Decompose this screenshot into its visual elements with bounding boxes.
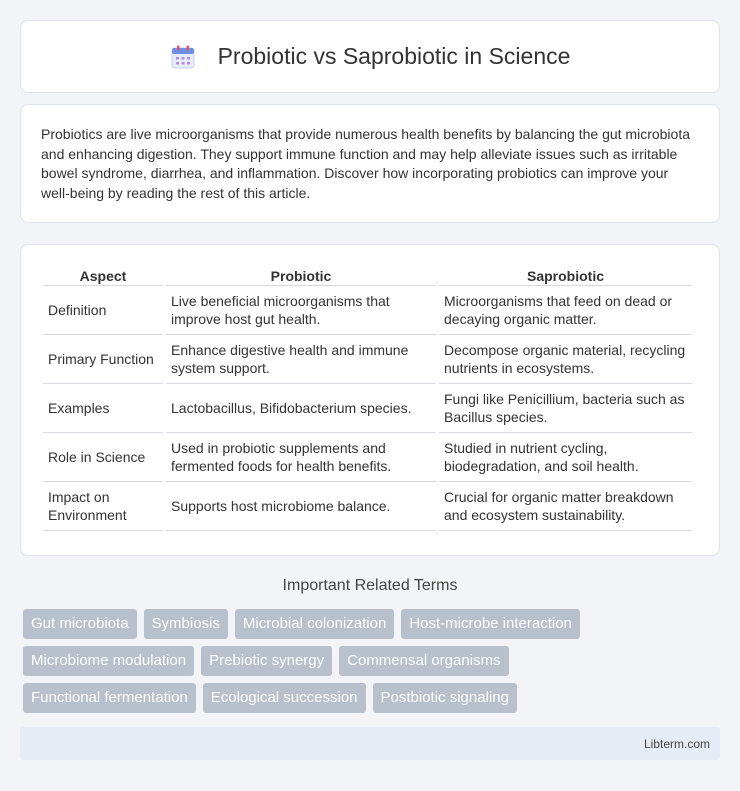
tag-postbiotic-signaling[interactable]: Postbiotic signaling [373, 683, 517, 713]
page-title: Probiotic vs Saprobiotic in Science [217, 43, 571, 69]
saprobiotic-cell: Crucial for organic matter breakdown and ecosystem sustainability. [439, 482, 692, 531]
table-row [43, 335, 692, 384]
tag-functional-fermentation[interactable]: Functional fermentation [23, 683, 196, 713]
saprobiotic-cell: Fungi like Penicillium, bacteria such as Bacillus species. [439, 384, 692, 433]
probiotic-cell: Live beneficial microorganisms that improve host gut health. [166, 286, 436, 335]
intro-card [20, 104, 720, 223]
related-terms-title: Important Related Terms [282, 577, 458, 594]
header-aspect: Aspect [43, 267, 163, 286]
tag-row [23, 646, 723, 676]
tag-ecological-succession[interactable]: Ecological succession [203, 683, 366, 713]
table-header-row [43, 267, 692, 286]
table-row [43, 286, 692, 335]
aspect-cell: Impact on Environment [43, 482, 163, 531]
aspect-cell: Primary Function [43, 335, 163, 384]
tag-microbiome-modulation[interactable]: Microbiome modulation [23, 646, 194, 676]
footer [20, 727, 720, 760]
tag-symbiosis[interactable]: Symbiosis [144, 609, 228, 639]
intro-text: Probiotics are live microorganisms that provide numerous health benefits by balancing the gut microbiota and enhancing digestion. They support immune function and may help alleviate issues such as irritable bowel syndrome, diarrhea, and inflammation. Discover how incorporating probiotics can improve your well-being by reading the rest of this article. [41, 126, 691, 201]
calendar-icon [170, 44, 196, 70]
tag-row [23, 609, 723, 639]
saprobiotic-cell: Microorganisms that feed on dead or decaying organic matter. [439, 286, 692, 335]
probiotic-cell: Used in probiotic supplements and fermented foods for health benefits. [166, 433, 436, 482]
aspect-cell: Role in Science [43, 433, 163, 482]
comparison-table [40, 267, 695, 531]
table-row [43, 482, 692, 531]
saprobiotic-cell: Studied in nutrient cycling, biodegradation, and soil health. [439, 433, 692, 482]
footer-site-link[interactable]: Libterm.com [643, 737, 710, 751]
table-row [43, 433, 692, 482]
tag-commensal-organisms[interactable]: Commensal organisms [339, 646, 508, 676]
header-probiotic: Probiotic [166, 267, 436, 286]
aspect-cell: Examples [43, 384, 163, 433]
aspect-cell: Definition [43, 286, 163, 335]
probiotic-cell: Supports host microbiome balance. [166, 482, 436, 531]
table-row [43, 384, 692, 433]
header-saprobiotic: Saprobiotic [439, 267, 692, 286]
tag-microbial-colonization[interactable]: Microbial colonization [235, 609, 394, 639]
comparison-table-card [20, 244, 720, 556]
tag-prebiotic-synergy[interactable]: Prebiotic synergy [201, 646, 332, 676]
tag-gut-microbiota[interactable]: Gut microbiota [23, 609, 137, 639]
tag-host-microbe-interaction[interactable]: Host-microbe interaction [401, 609, 580, 639]
tag-row [23, 683, 723, 713]
saprobiotic-cell: Decompose organic material, recycling nutrients in ecosystems. [439, 335, 692, 384]
probiotic-cell: Lactobacillus, Bifidobacterium species. [166, 384, 436, 433]
header-card [20, 20, 720, 93]
related-terms-list [23, 609, 723, 720]
probiotic-cell: Enhance digestive health and immune system support. [166, 335, 436, 384]
